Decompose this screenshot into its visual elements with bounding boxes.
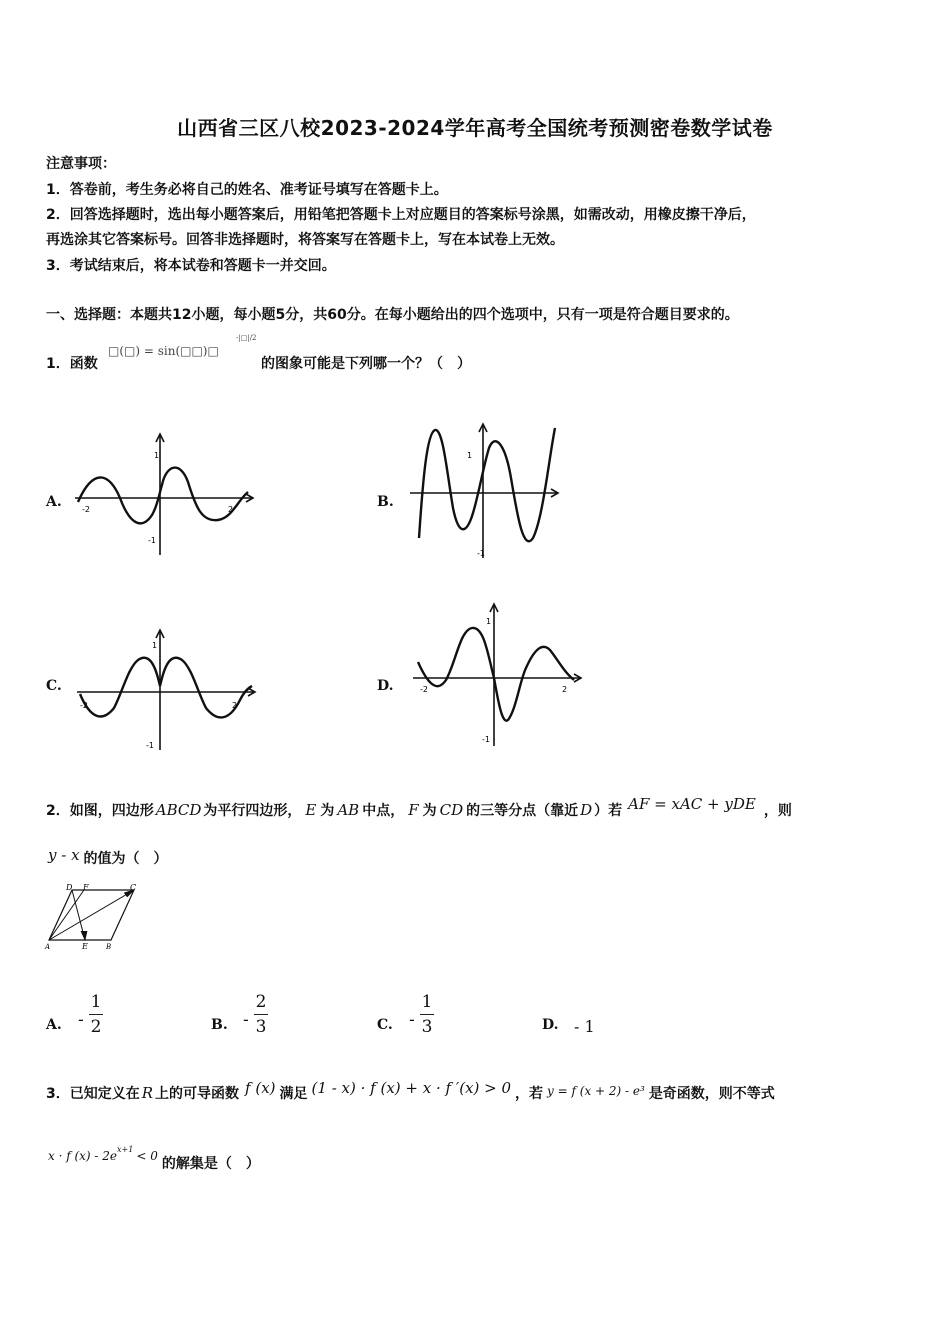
q1-option-b-label: B. [377, 494, 394, 510]
q3-inequality-exponent: x+1 [117, 1145, 134, 1154]
q2-line2 [48, 848, 168, 868]
q2-math: D [580, 801, 593, 819]
svg-text:1: 1 [486, 617, 492, 626]
q2-line1 [46, 795, 792, 820]
svg-text:2: 2 [228, 505, 234, 514]
q2-option-a-fraction-bar [89, 1014, 103, 1015]
q2-option-a-numerator: 1 [90, 992, 102, 1012]
fig-label-b: B [106, 943, 112, 951]
notice-heading: 注意事项： [46, 156, 116, 172]
q3-inequality-tail: < 0 [136, 1149, 158, 1163]
fig-label-e: E [82, 942, 88, 951]
q2-text: 2．如图，四边形 [46, 803, 154, 819]
q2-text: 中点， [362, 803, 405, 819]
notice-item: 2．回答选择题时，选出每小题答案后，用铅笔把答题卡上对应题目的答案标号涂黑，如需改动，用橡皮擦干净后， [46, 207, 756, 223]
q2-option-b-denominator: 3 [255, 1017, 267, 1037]
q2-option-a-sign: - [78, 1010, 84, 1029]
q2-vector-eq: AF = xAC + yDE [628, 795, 756, 813]
fig-label-a: A [45, 943, 51, 951]
fig-label-f: F [83, 883, 89, 892]
q1-option-d-label: D. [377, 678, 394, 694]
notice-item: 1．答卷前，考生务必将自己的姓名、准考证号填写在答题卡上。 [46, 182, 448, 198]
svg-text:-2: -2 [82, 505, 90, 514]
q1-graph-c [72, 628, 262, 753]
q2-math: y - x [48, 846, 80, 864]
q2-option-a-label: A. [46, 1017, 62, 1033]
q3-text: 满足 [279, 1086, 308, 1102]
svg-text:1: 1 [152, 641, 158, 650]
svg-text:1: 1 [154, 451, 160, 460]
q2-math: AB [337, 801, 360, 819]
notice-item: 3．考试结束后，将本试卷和答题卡一并交回。 [46, 258, 336, 274]
q3-text: 的解集是（ ） [161, 1156, 260, 1172]
q2-text: 为 [320, 803, 335, 819]
q1-graph-a [70, 430, 260, 560]
q2-option-c-denominator: 3 [421, 1017, 433, 1037]
q2-option-c-numerator: 1 [421, 992, 433, 1012]
q3-condition: (1 - x) · f (x) + x · f ′(x) > 0 [311, 1079, 512, 1097]
fig-label-d: D [66, 883, 73, 892]
q2-option-b-fraction-bar [254, 1014, 268, 1015]
svg-text:-1: -1 [482, 735, 490, 744]
q3-line1 [46, 1079, 775, 1103]
q2-option-c-sign: - [409, 1010, 415, 1029]
q3-odd-function: y = f (x + 2) - e³ [547, 1084, 645, 1098]
svg-text:-1: -1 [146, 741, 154, 750]
q1-graph-b [405, 418, 565, 563]
svg-text:2: 2 [562, 685, 568, 694]
q2-option-c-label: C. [377, 1017, 393, 1033]
q1-option-a-label: A. [46, 494, 62, 510]
section-heading: 一、选择题：本题共12小题，每小题5分，共60分。在每小题给出的四个选项中，只有一项是符合题目要求的。 [46, 307, 739, 323]
svg-text:-1: -1 [477, 549, 485, 558]
q2-option-a-denominator: 2 [90, 1017, 102, 1037]
q3-line2 [48, 1145, 260, 1173]
q3-text: 是奇函数，则不等式 [648, 1086, 775, 1102]
q2-text: 为 [422, 803, 437, 819]
q2-text: 的三等分点（靠近 [466, 803, 579, 819]
q3-text: ，若 [515, 1086, 544, 1102]
q2-text: 为平行四边形， [203, 803, 302, 819]
svg-text:-1: -1 [148, 536, 156, 545]
q1-formula: □(□) = sin(□□)□ [108, 344, 219, 358]
q2-text: ）若 [594, 803, 623, 819]
q3-text: 3．已知定义在 [46, 1086, 140, 1102]
fig-label-c: C [130, 883, 137, 892]
q3-math: R [141, 1084, 154, 1102]
q2-option-c-fraction-bar [420, 1014, 434, 1015]
q2-math: CD [439, 801, 464, 819]
q2-text: 的值为（ ） [83, 851, 168, 867]
q2-math: ABCD [155, 801, 202, 819]
q1-exponent: -|□|/2 [236, 334, 257, 342]
q2-option-b-sign: - [243, 1010, 249, 1029]
q2-option-b-numerator: 2 [255, 992, 267, 1012]
q3-text: 上的可导函数 [155, 1086, 240, 1102]
q3-inequality: x · f (x) - 2e [48, 1149, 118, 1163]
q2-text: ，则 [763, 803, 792, 819]
svg-text:1: 1 [467, 451, 473, 460]
svg-text:2: 2 [232, 701, 238, 710]
q2-math: F [408, 801, 419, 819]
q2-option-d-value: - 1 [574, 1017, 595, 1036]
q1-graph-d [408, 600, 588, 750]
q1-option-c-label: C. [46, 678, 62, 694]
page-title: 山西省三区八校2023-2024学年高考全国统考预测密卷数学试卷 [177, 116, 773, 140]
svg-text:-2: -2 [420, 685, 428, 694]
q2-option-b-label: B. [211, 1017, 228, 1033]
q2-option-d-label: D. [542, 1017, 559, 1033]
svg-text:-2: -2 [80, 701, 88, 710]
q3-math: f (x) [245, 1079, 276, 1097]
q2-math: E [305, 801, 317, 819]
notice-item: 再选涂其它答案标号。回答非选择题时，将答案写在答题卡上，写在本试卷上无效。 [46, 232, 564, 248]
q1-suffix: 的图象可能是下列哪一个？（ ） [261, 356, 471, 372]
q2-parallelogram-figure [44, 882, 144, 952]
q1-prefix: 1．函数 [46, 356, 98, 372]
